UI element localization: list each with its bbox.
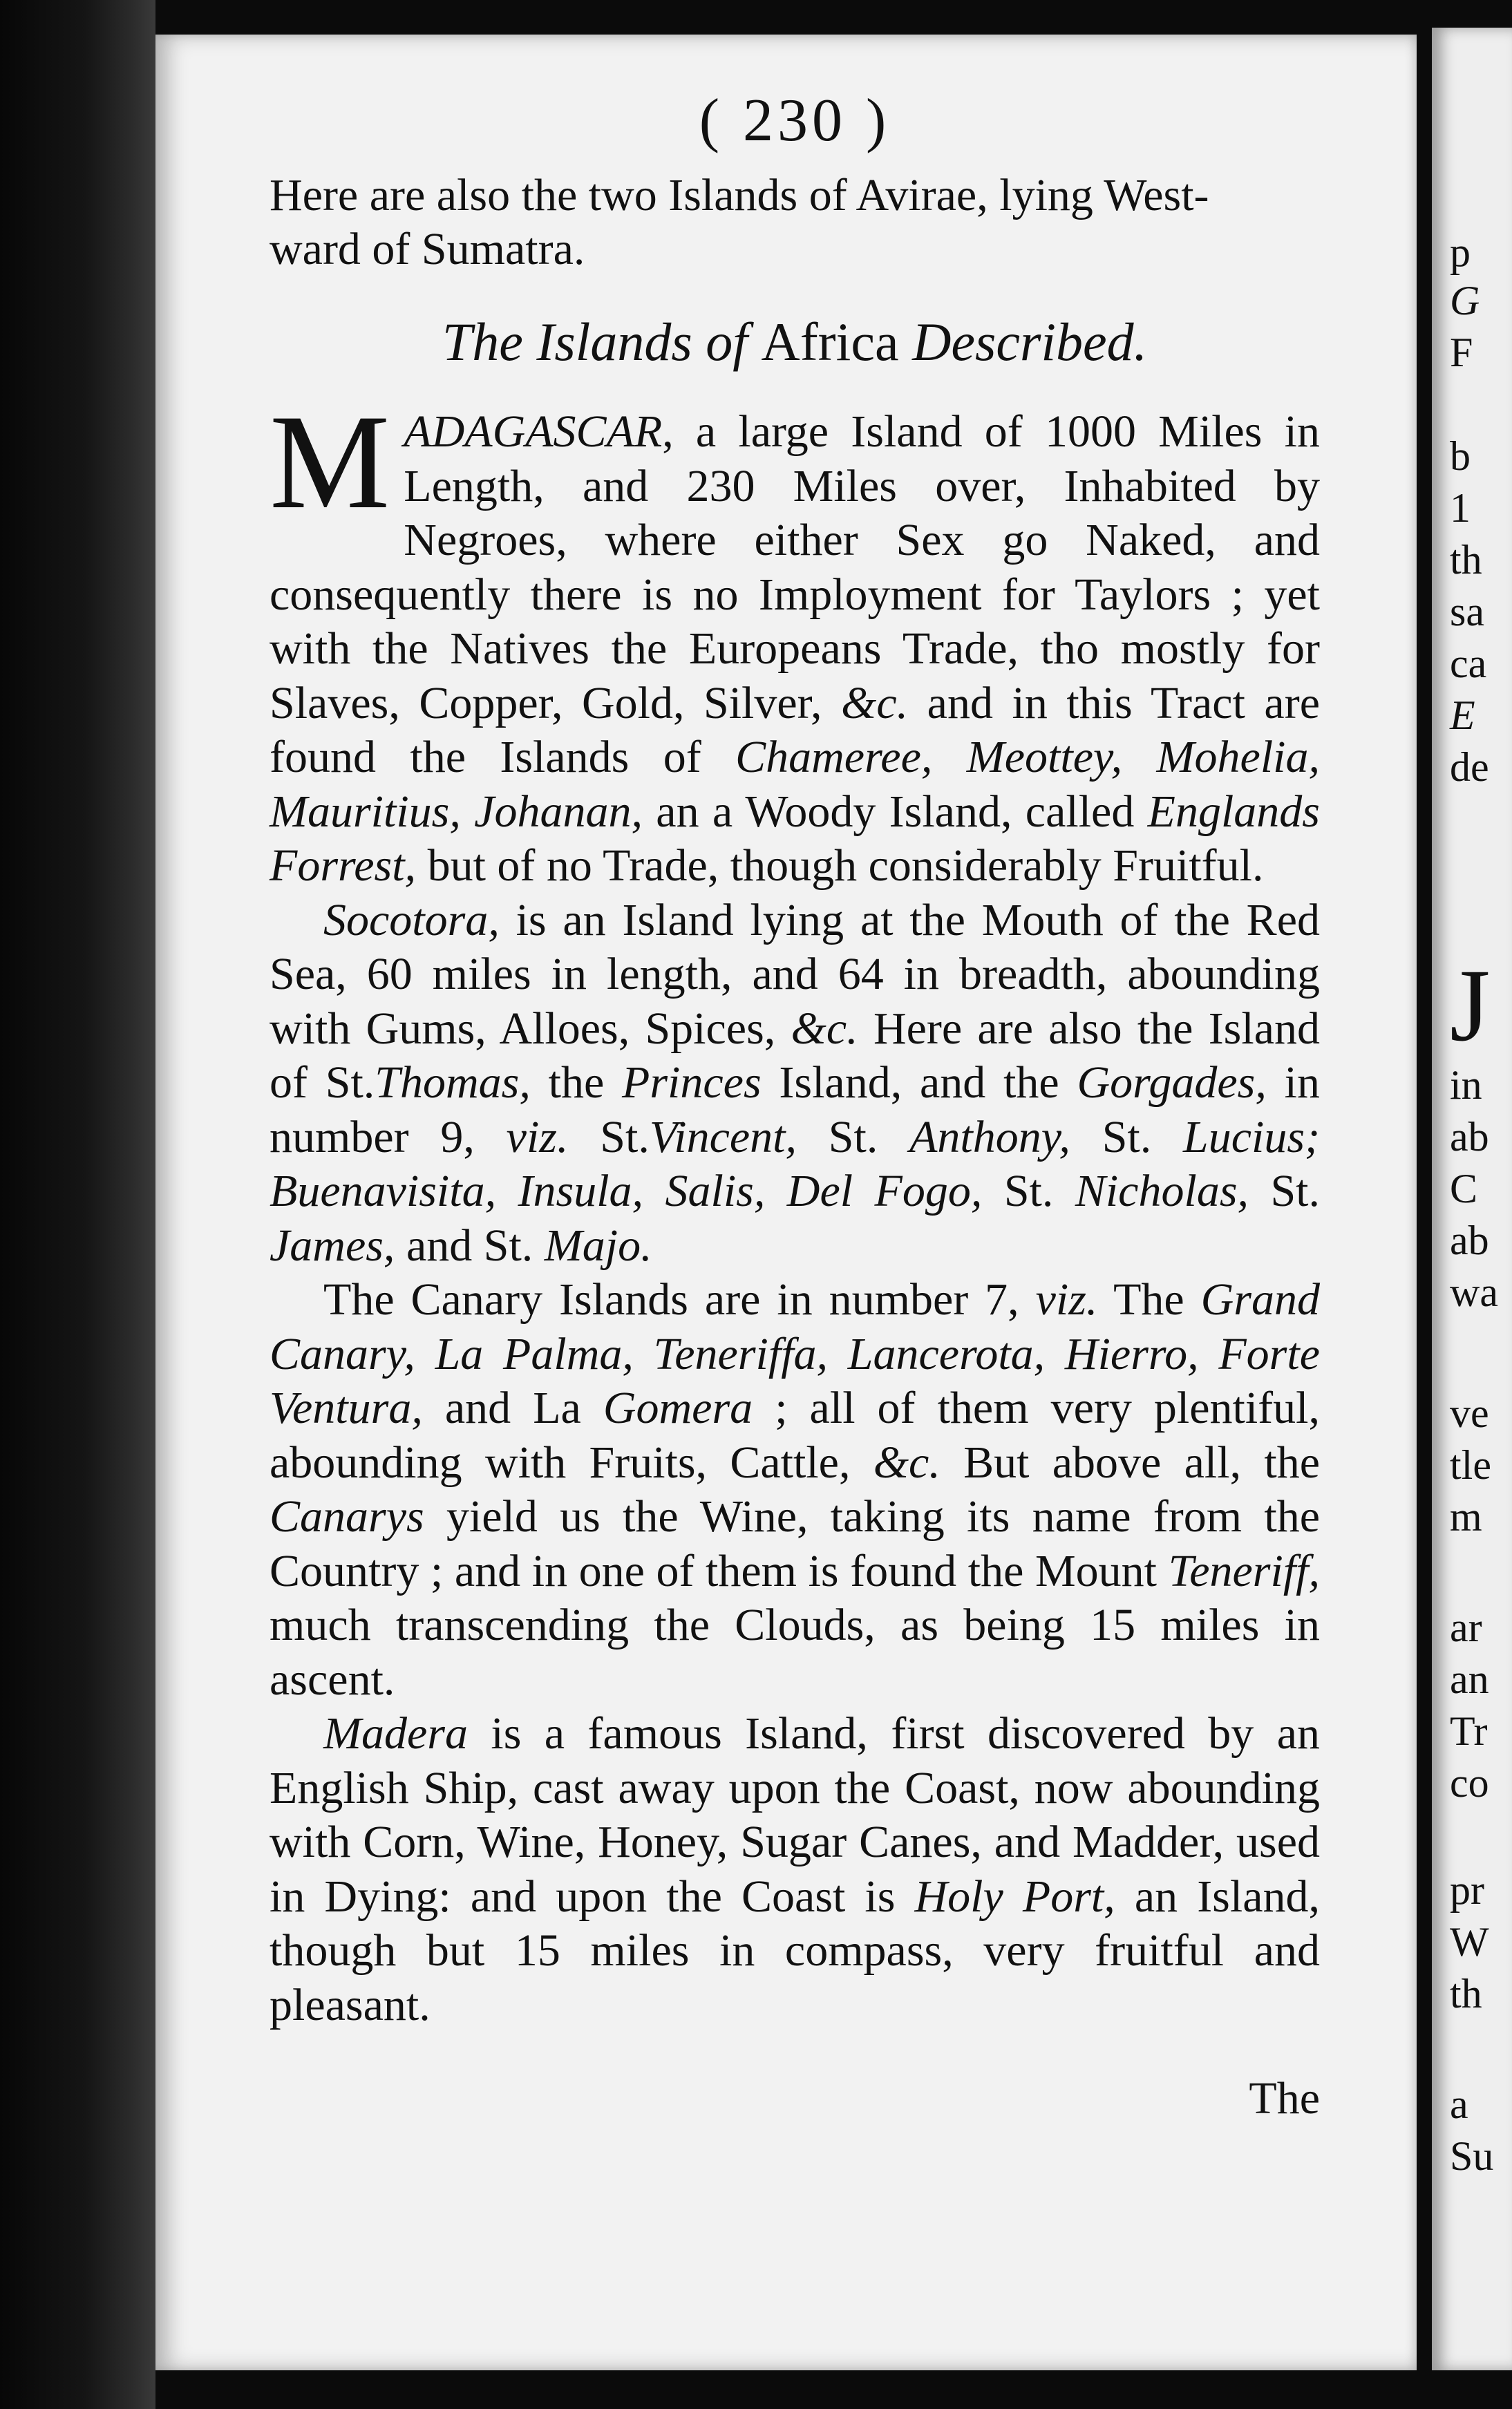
right-page-fragment: Su — [1450, 2133, 1494, 2179]
right-page-fragment: Tr — [1450, 1708, 1488, 1754]
right-page-fragment: th — [1450, 537, 1482, 583]
right-page-fragment: a — [1450, 2081, 1468, 2127]
page-number: ( 230 ) — [699, 87, 891, 154]
socotora-text-6: St. — [568, 1111, 650, 1162]
socotora-thomas: Thomas, — [375, 1057, 531, 1108]
right-page-fragment: ab — [1450, 1114, 1489, 1160]
right-page-fragment: pr — [1450, 1867, 1484, 1913]
right-page-fragment: m — [1450, 1494, 1482, 1540]
canary-canarys: Canarys — [270, 1491, 424, 1542]
canary-etc: &c. — [873, 1437, 941, 1488]
canary-text-4: ; all of them very plentiful, abounding with Fruits, Cattle, — [270, 1383, 1320, 1488]
right-page-fragment: sa — [1450, 589, 1484, 634]
heading-italic-1: The Islands of — [442, 312, 762, 372]
canary-names: Grand Canary, La Palma, Teneriffa, Lancerota, Hierro, Forte Ventura, — [270, 1274, 1320, 1433]
socotora-james: James, — [270, 1220, 395, 1271]
canary-text-5: But above all, the — [940, 1437, 1320, 1488]
intro-line-2: ward of Sumatra. — [270, 224, 585, 274]
socotora-lucius: Lucius; — [1183, 1111, 1321, 1162]
socotora-text-1: is an Island lying at the Mouth of the Red Sea, 60 miles in length, and 64 in breadth, abounding with Gums, Alloes, Spices, — [270, 894, 1320, 1054]
right-page-fragment: W — [1450, 1919, 1489, 1965]
intro-line-1: Here are also the two Islands of Avirae, lying West- — [270, 170, 1209, 220]
paragraph-madagascar — [270, 387, 1320, 894]
book-page — [155, 35, 1417, 2370]
canary-teneriff: Teneriff, — [1168, 1545, 1320, 1596]
socotora-viz: viz. — [506, 1111, 569, 1162]
madagascar-islands: Chameree, Meottey, Mohelia, Mauritius, Johanan, — [270, 732, 1320, 837]
madera-text-1: is a famous Island, first discovered by an English Ship, cast away upon the Coast, now abounding with Corn, Wine, Honey, Sugar Canes, and Madder, used in Dying: and upon the Coast is — [270, 1708, 1320, 1922]
right-page-fragment: ca — [1450, 641, 1487, 686]
socotora-majo: Majo. — [544, 1220, 652, 1271]
socotora-text-12: and St. — [395, 1220, 545, 1271]
madera-text-2: an Island, though but 15 miles in compass, very fruitful and pleasant. — [270, 1871, 1320, 2030]
right-page-fragment: wa — [1450, 1269, 1498, 1315]
right-page-fragment: ve — [1450, 1390, 1489, 1436]
right-page-fragment: in — [1450, 1062, 1482, 1108]
right-page-fragment: C — [1450, 1166, 1478, 1211]
canary-text-2: The — [1097, 1274, 1201, 1325]
socotora-rest: Buenavisita, Insula, Salis, Del Fogo, — [270, 1166, 983, 1216]
socotora-text-8: St. — [1070, 1111, 1184, 1162]
right-page-fragment: ar — [1450, 1605, 1482, 1650]
paragraph-madera — [270, 1707, 1320, 2032]
madera-name: Madera — [323, 1708, 468, 1759]
socotora-text-2: Here are also the Island of St. — [270, 1003, 1320, 1108]
right-page-fragment: co — [1450, 1760, 1489, 1806]
socotora-text-4: Island, and the — [761, 1057, 1077, 1108]
catchword: The — [1249, 2073, 1320, 2124]
right-page-fragment: 1 — [1450, 485, 1471, 531]
socotora-vincent: Vincent, — [649, 1111, 797, 1162]
canary-viz: viz. — [1035, 1274, 1098, 1325]
madagascar-forrest: Englands Forrest, — [270, 786, 1320, 891]
canary-gomera: Gomera — [603, 1383, 753, 1433]
canary-text-1: The Canary Islands are in number 7, — [323, 1274, 1036, 1325]
drop-cap: M — [270, 387, 390, 537]
paragraph-canary — [270, 1273, 1320, 1707]
right-page-fragment: J — [1450, 948, 1491, 1063]
madagascar-etc: &c. — [841, 677, 909, 728]
book-gutter — [0, 0, 155, 2409]
right-page-fragment: an — [1450, 1656, 1489, 1702]
socotora-anthony: Anthony, — [909, 1111, 1070, 1162]
canary-text-3: and La — [422, 1383, 603, 1433]
madagascar-text-3: an a Woody Island, called — [642, 786, 1148, 837]
right-page-fragment: F — [1450, 330, 1473, 375]
socotora-etc: &c. — [791, 1003, 858, 1054]
socotora-princes: Princes — [622, 1057, 762, 1108]
right-page-fragment: E — [1450, 692, 1475, 738]
socotora-text-7: St. — [797, 1111, 910, 1162]
socotora-nicholas: Nicholas, — [1075, 1166, 1249, 1216]
canary-text-6: yield us the Wine, taking its name from the Country ; and in one of them is found the Mount — [270, 1491, 1320, 1596]
socotora-text-5: in number 9, — [270, 1057, 1320, 1162]
right-page-fragment: b — [1450, 433, 1471, 479]
madera-holy-port: Holy Port, — [914, 1871, 1115, 1922]
right-page-fragment: th — [1450, 1971, 1482, 2016]
madagascar-name: ADAGASCAR — [404, 406, 663, 457]
socotora-gorgades: Gorgades, — [1077, 1057, 1267, 1108]
right-page-fragment: tle — [1450, 1442, 1491, 1488]
right-page-fragment: ab — [1450, 1218, 1489, 1263]
madagascar-text-1: , a large Island of 1000 Miles in Length, and 230 Miles over, Inhabited by Negroes, where either Sex go Naked, and consequently there is no Imployment for Taylors ; yet with the Natives the Europeans Trade, tho mostly for Slaves, Copper, Gold, Silver, — [270, 406, 1320, 728]
heading-italic-2: Described. — [898, 312, 1148, 372]
right-page-fragment: de — [1450, 744, 1489, 790]
socotora-text-11: St. — [1249, 1166, 1321, 1216]
socotora-text-10: St. — [982, 1166, 1075, 1216]
madagascar-text-2: and in this Tract are found the Islands of — [270, 677, 1320, 782]
section-heading — [270, 304, 1320, 380]
heading-upright: Africa — [761, 312, 899, 372]
socotora-text-3: the — [530, 1057, 623, 1108]
right-page-fragment: p — [1450, 229, 1471, 275]
right-page-fragment: G — [1450, 278, 1480, 323]
page-text — [270, 83, 1320, 2126]
canary-text-7: much transcending the Clouds, as being 15 miles in ascent. — [270, 1600, 1320, 1705]
paragraph-socotora — [270, 894, 1320, 1274]
socotora-name: Socotora, — [323, 894, 500, 945]
madagascar-text-4: but of no Trade, though considerably Fruitful. — [416, 840, 1264, 891]
